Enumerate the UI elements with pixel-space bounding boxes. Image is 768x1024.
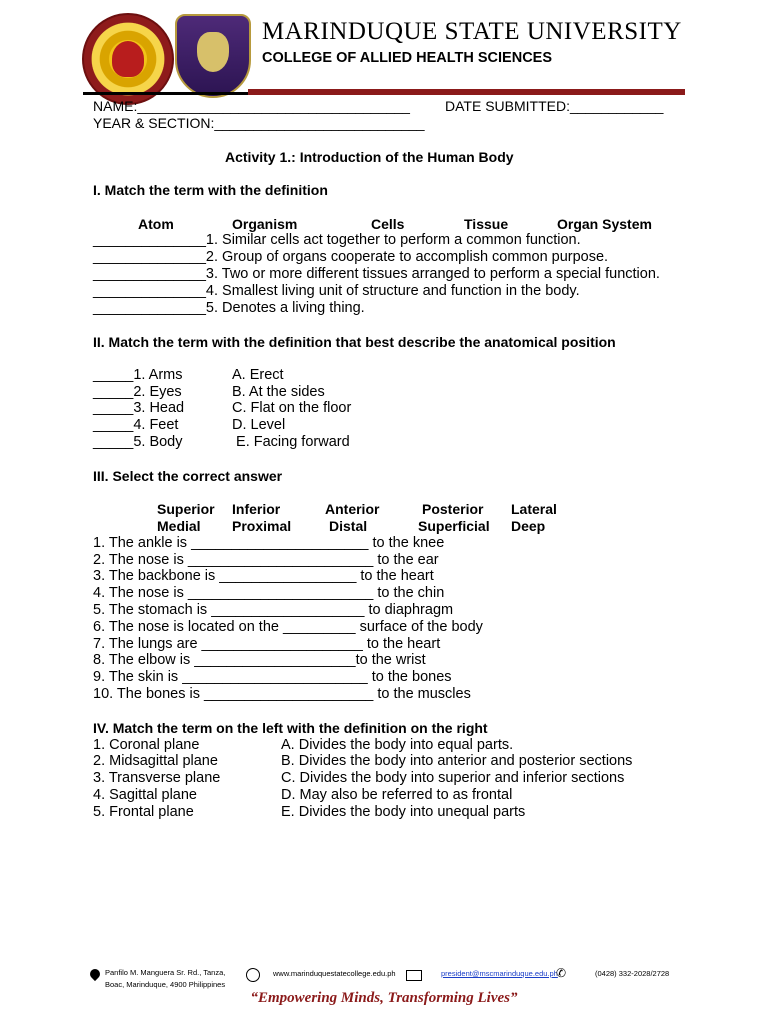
part4-left-item: 5. Frontal plane	[93, 804, 194, 820]
part3-item: 3. The backbone is _________________ to the heart	[93, 568, 434, 584]
footer-website[interactable]: www.marinduquestatecollege.edu.ph	[273, 969, 396, 978]
part3-heading: III. Select the correct answer	[93, 468, 283, 484]
globe-icon	[246, 968, 260, 982]
part4-left-item: 1. Coronal plane	[93, 737, 200, 753]
part3-item: 4. The nose is _______________________ to the chin	[93, 585, 445, 601]
part3-term: Proximal	[232, 518, 292, 534]
footer-phone: (0428) 332-2028/2728	[595, 969, 670, 978]
mail-icon	[406, 970, 422, 981]
name-field: NAME:___________________________________	[93, 98, 410, 114]
footer-email-link[interactable]: president@mscmarinduque.edu.ph	[441, 969, 558, 978]
part3-item: 5. The stomach is ___________________ to diaphragm	[93, 602, 454, 618]
part2-right-item: A. Erect	[232, 367, 284, 383]
part4-left-item: 4. Sagittal plane	[93, 787, 197, 803]
activity-title: Activity 1.: Introduction of the Human Body	[225, 149, 514, 165]
part3-term: Medial	[157, 518, 201, 534]
header-rule-black	[83, 92, 248, 95]
part4-right-item: E. Divides the body into unequal parts	[281, 804, 526, 820]
part3-item: 6. The nose is located on the _________ surface of the body	[93, 619, 483, 635]
part1-item: ______________4. Smallest living unit of structure and function in the body.	[93, 283, 580, 299]
part4-right-item: C. Divides the body into superior and inferior sections	[281, 770, 625, 786]
part3-item: 8. The elbow is ____________________to the wrist	[93, 652, 426, 668]
part3-item: 2. The nose is _______________________ to the ear	[93, 552, 439, 568]
part4-right-item: B. Divides the body into anterior and posterior sections	[281, 753, 633, 769]
part1-term: Atom	[138, 216, 174, 232]
university-name: MARINDUQUE STATE UNIVERSITY	[262, 18, 682, 45]
part3-term: Superior	[157, 501, 215, 517]
part2-right-item: B. At the sides	[232, 384, 325, 400]
part2-right-item: D. Level	[232, 417, 286, 433]
part1-item: ______________2. Group of organs cooperate to accomplish common purpose.	[93, 249, 609, 265]
part1-term: Organ System	[557, 216, 652, 232]
part1-heading: I. Match the term with the definition	[93, 182, 328, 198]
footer-address-line1: Panfilo M. Manguera Sr. Rd., Tanza,	[105, 968, 226, 977]
part4-heading: IV. Match the term on the left with the definition on the right	[93, 720, 488, 736]
part3-term: Deep	[511, 518, 546, 534]
part1-term: Tissue	[464, 216, 509, 232]
phone-icon: ✆	[556, 966, 567, 980]
part1-item: ______________5. Denotes a living thing.	[93, 300, 365, 316]
part2-right-item: C. Flat on the floor	[232, 400, 352, 416]
college-seal-logo	[175, 14, 251, 98]
part4-left-item: 3. Transverse plane	[93, 770, 221, 786]
college-name: COLLEGE OF ALLIED HEALTH SCIENCES	[262, 50, 553, 66]
date-submitted-field: DATE SUBMITTED:____________	[445, 98, 664, 114]
part2-left-item: _____2. Eyes	[93, 384, 182, 400]
part1-term: Organism	[232, 216, 298, 232]
part2-right-item: E. Facing forward	[232, 434, 350, 450]
part1-term: Cells	[371, 216, 405, 232]
part3-term: Posterior	[422, 501, 484, 517]
footer-address-line2: Boac, Marinduque, 4900 Philippines	[105, 980, 226, 989]
part4-right-item: D. May also be referred to as frontal	[281, 787, 513, 803]
location-pin-icon	[88, 967, 102, 981]
part2-left-item: _____1. Arms	[93, 367, 183, 383]
part3-item: 9. The skin is _______________________ to the bones	[93, 669, 452, 685]
part3-term: Lateral	[511, 501, 557, 517]
part3-term: Distal	[329, 518, 368, 534]
part2-left-item: _____3. Head	[93, 400, 185, 416]
part3-term: Anterior	[325, 501, 380, 517]
part3-item: 10. The bones is _____________________ to the muscles	[93, 686, 471, 702]
part2-heading: II. Match the term with the definition that best describe the anatomical position	[93, 334, 616, 350]
part2-left-item: _____5. Body	[93, 434, 183, 450]
part3-item: 1. The ankle is ______________________ to the knee	[93, 535, 445, 551]
part4-right-item: A. Divides the body into equal parts.	[281, 737, 514, 753]
part1-item: ______________3. Two or more different tissues arranged to perform a special function.	[93, 266, 660, 282]
part3-item: 7. The lungs are ____________________ to the heart	[93, 636, 441, 652]
part1-item: ______________1. Similar cells act together to perform a common function.	[93, 232, 581, 248]
footer-motto: “Empowering Minds, Transforming Lives”	[250, 990, 518, 1006]
part4-left-item: 2. Midsagittal plane	[93, 753, 218, 769]
part3-term: Inferior	[232, 501, 281, 517]
header-rule-red	[248, 89, 685, 95]
part3-term: Superficial	[418, 518, 490, 534]
part2-left-item: _____4. Feet	[93, 417, 179, 433]
year-section-field: YEAR & SECTION:___________________________	[93, 115, 425, 131]
